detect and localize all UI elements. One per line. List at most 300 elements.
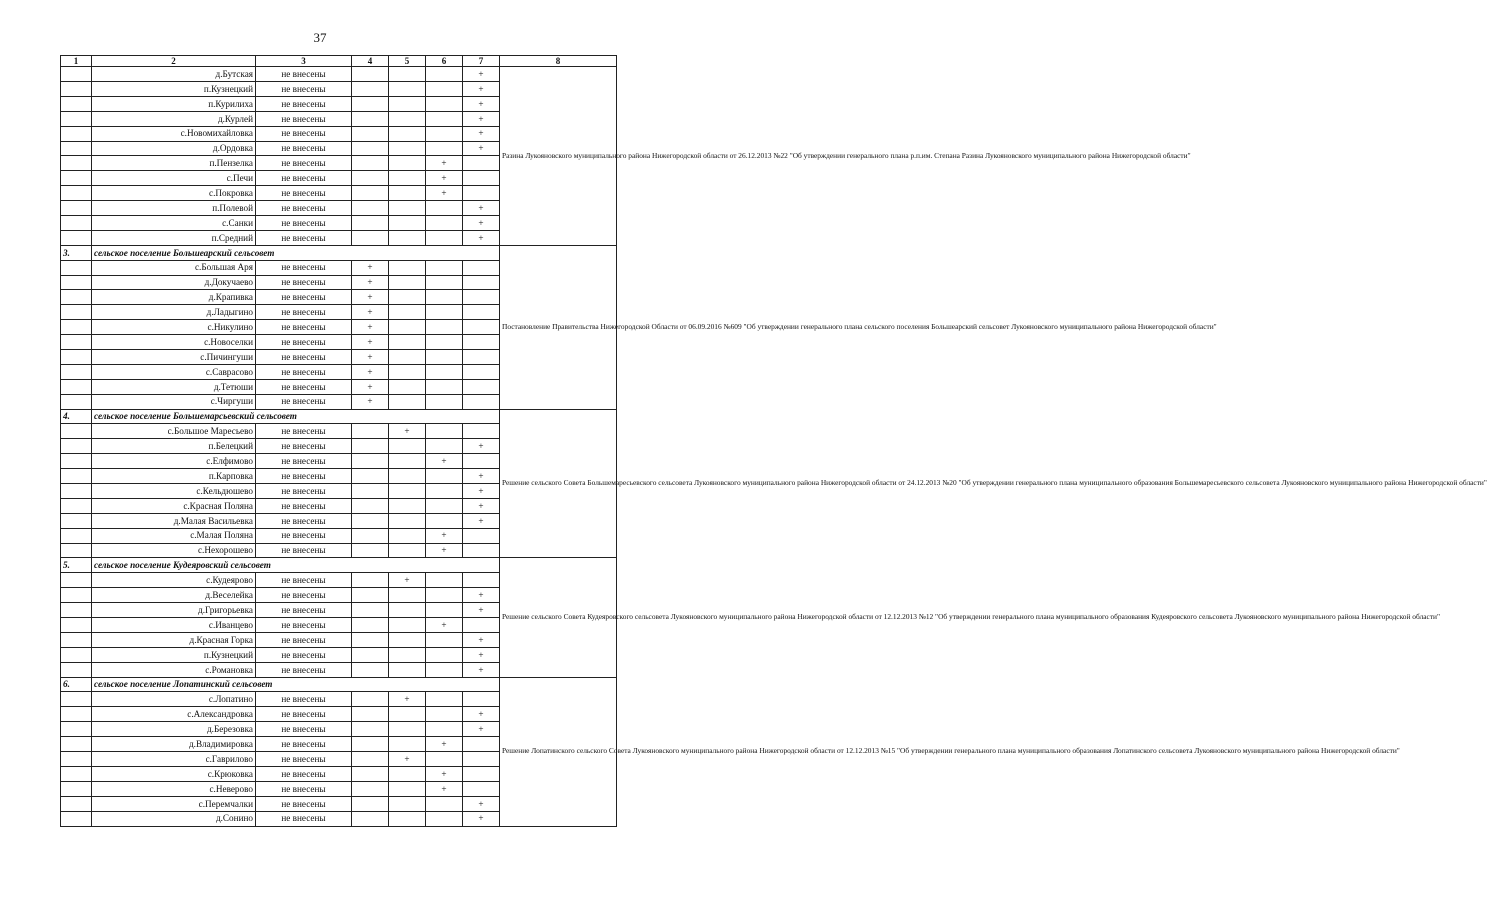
approval-document: Постановление Правительства Нижегородской Области от 06.09.2016 №609 "Об утверждении генерального плана сельского поселения Большеарский сельсовет Лукояновского муниципального района Нижегородской области" bbox=[500, 245, 617, 409]
row-number-cell bbox=[61, 603, 92, 618]
row-number-cell bbox=[61, 796, 92, 811]
mark-c6 bbox=[426, 811, 463, 826]
settlement-name: д.Ладыгино bbox=[92, 305, 256, 320]
mark-c5 bbox=[389, 320, 426, 335]
mark-c4 bbox=[352, 588, 389, 603]
mark-c4: + bbox=[352, 379, 389, 394]
mark-c6 bbox=[426, 722, 463, 737]
mark-c5 bbox=[389, 364, 426, 379]
settlement-name: д.Красная Горка bbox=[92, 632, 256, 647]
mark-c5 bbox=[389, 171, 426, 186]
mark-c7 bbox=[463, 290, 500, 305]
mark-c5 bbox=[389, 230, 426, 245]
settlement-name: д.Веселейка bbox=[92, 588, 256, 603]
settlement-name: с.Красная Поляна bbox=[92, 498, 256, 513]
mark-c6: + bbox=[426, 156, 463, 171]
changes-status: не внесены bbox=[256, 573, 352, 588]
row-number-cell bbox=[61, 156, 92, 171]
mark-c6 bbox=[426, 350, 463, 365]
changes-status: не внесены bbox=[256, 111, 352, 126]
row-number-cell bbox=[61, 543, 92, 558]
mark-c7 bbox=[463, 394, 500, 409]
changes-status: не внесены bbox=[256, 737, 352, 752]
mark-c4 bbox=[352, 752, 389, 767]
settlement-name: с.Большое Маресьево bbox=[92, 424, 256, 439]
mark-c5 bbox=[389, 156, 426, 171]
settlement-name: с.Романовка bbox=[92, 662, 256, 677]
mark-c7: + bbox=[463, 67, 500, 82]
settlement-name: с.Большая Аря bbox=[92, 260, 256, 275]
changes-status: не внесены bbox=[256, 171, 352, 186]
mark-c5 bbox=[389, 766, 426, 781]
row-number-cell bbox=[61, 752, 92, 767]
settlement-name: с.Пичингуши bbox=[92, 350, 256, 365]
row-number-cell bbox=[61, 484, 92, 499]
mark-c7: + bbox=[463, 96, 500, 111]
changes-status: не внесены bbox=[256, 811, 352, 826]
mark-c6: + bbox=[426, 781, 463, 796]
table-row bbox=[61, 67, 617, 82]
mark-c4 bbox=[352, 781, 389, 796]
mark-c4 bbox=[352, 67, 389, 82]
settlement-name: д.Бутская bbox=[92, 67, 256, 82]
mark-c6 bbox=[426, 513, 463, 528]
settlement-name: с.Покровка bbox=[92, 186, 256, 201]
settlement-name: с.Лопатино bbox=[92, 692, 256, 707]
mark-c4 bbox=[352, 439, 389, 454]
mark-c4 bbox=[352, 722, 389, 737]
settlement-name: с.Санки bbox=[92, 215, 256, 230]
settlement-name: п.Пензелка bbox=[92, 156, 256, 171]
mark-c4 bbox=[352, 96, 389, 111]
mark-c4: + bbox=[352, 320, 389, 335]
mark-c4 bbox=[352, 707, 389, 722]
header-cell: 7 bbox=[463, 56, 500, 67]
changes-status: не внесены bbox=[256, 439, 352, 454]
header-cell: 2 bbox=[92, 56, 256, 67]
mark-c4: + bbox=[352, 290, 389, 305]
mark-c7: + bbox=[463, 439, 500, 454]
row-number-cell bbox=[61, 96, 92, 111]
mark-c4 bbox=[352, 141, 389, 156]
row-number-cell bbox=[61, 126, 92, 141]
mark-c6 bbox=[426, 588, 463, 603]
mark-c7 bbox=[463, 260, 500, 275]
changes-status: не внесены bbox=[256, 290, 352, 305]
mark-c6 bbox=[426, 111, 463, 126]
changes-status: не внесены bbox=[256, 722, 352, 737]
header-cell: 8 bbox=[500, 56, 617, 67]
mark-c4: + bbox=[352, 260, 389, 275]
mark-c6 bbox=[426, 603, 463, 618]
changes-status: не внесены bbox=[256, 618, 352, 633]
mark-c6 bbox=[426, 126, 463, 141]
mark-c5 bbox=[389, 543, 426, 558]
changes-status: не внесены bbox=[256, 320, 352, 335]
row-number-cell bbox=[61, 111, 92, 126]
row-number-cell bbox=[61, 67, 92, 82]
row-number-cell bbox=[61, 573, 92, 588]
settlement-name: п.Средний bbox=[92, 230, 256, 245]
settlement-name: с.Саврасово bbox=[92, 364, 256, 379]
row-number-cell bbox=[61, 81, 92, 96]
mark-c5 bbox=[389, 335, 426, 350]
mark-c6 bbox=[426, 81, 463, 96]
mark-c5 bbox=[389, 781, 426, 796]
mark-c4 bbox=[352, 469, 389, 484]
settlement-name: с.Никулино bbox=[92, 320, 256, 335]
section-number: 4. bbox=[61, 409, 92, 424]
section-title: сельское поселение Большеарский сельсовет bbox=[92, 245, 500, 260]
mark-c6 bbox=[426, 260, 463, 275]
mark-c7 bbox=[463, 171, 500, 186]
approval-document: Решение сельского Совета Большемаресьевского сельсовета Лукояновского муниципального района Нижегородской области от 24.12.2013 №20 "Об утверждении генерального плана муниципального образования Большемаресьевского сельсовета Лукояновского муниципального района Нижегородской области" bbox=[500, 409, 617, 558]
mark-c6 bbox=[426, 692, 463, 707]
changes-status: не внесены bbox=[256, 692, 352, 707]
changes-status: не внесены bbox=[256, 424, 352, 439]
row-number-cell bbox=[61, 394, 92, 409]
settlement-name: д.Малая Васильевка bbox=[92, 513, 256, 528]
mark-c4 bbox=[352, 424, 389, 439]
mark-c7: + bbox=[463, 513, 500, 528]
mark-c4 bbox=[352, 811, 389, 826]
changes-status: не внесены bbox=[256, 260, 352, 275]
mark-c6: + bbox=[426, 186, 463, 201]
mark-c4 bbox=[352, 618, 389, 633]
mark-c4 bbox=[352, 201, 389, 216]
mark-c5 bbox=[389, 275, 426, 290]
settlement-name: д.Григорьевка bbox=[92, 603, 256, 618]
mark-c7: + bbox=[463, 141, 500, 156]
row-number-cell bbox=[61, 290, 92, 305]
mark-c7: + bbox=[463, 662, 500, 677]
settlements-table bbox=[60, 55, 1487, 827]
mark-c4 bbox=[352, 81, 389, 96]
mark-c5 bbox=[389, 394, 426, 409]
mark-c5 bbox=[389, 201, 426, 216]
mark-c7 bbox=[463, 350, 500, 365]
mark-c5 bbox=[389, 588, 426, 603]
mark-c5 bbox=[389, 186, 426, 201]
mark-c6 bbox=[426, 364, 463, 379]
mark-c5 bbox=[389, 96, 426, 111]
mark-c5 bbox=[389, 662, 426, 677]
settlement-name: с.Неверово bbox=[92, 781, 256, 796]
row-number-cell bbox=[61, 766, 92, 781]
row-number-cell bbox=[61, 513, 92, 528]
section-number: 5. bbox=[61, 558, 92, 573]
mark-c5 bbox=[389, 498, 426, 513]
header-cell: 5 bbox=[389, 56, 426, 67]
row-number-cell bbox=[61, 215, 92, 230]
mark-c7: + bbox=[463, 81, 500, 96]
settlement-name: с.Перемчалки bbox=[92, 796, 256, 811]
mark-c5 bbox=[389, 350, 426, 365]
mark-c4 bbox=[352, 692, 389, 707]
changes-status: не внесены bbox=[256, 96, 352, 111]
section-title: сельское поселение Лопатинский сельсовет bbox=[92, 677, 500, 692]
mark-c7: + bbox=[463, 796, 500, 811]
mark-c4: + bbox=[352, 335, 389, 350]
section-row bbox=[61, 409, 617, 424]
mark-c6 bbox=[426, 335, 463, 350]
mark-c6 bbox=[426, 469, 463, 484]
settlement-name: с.Крюковка bbox=[92, 766, 256, 781]
header-cell: 1 bbox=[61, 56, 92, 67]
settlement-name: д.Березовка bbox=[92, 722, 256, 737]
mark-c5 bbox=[389, 469, 426, 484]
mark-c6 bbox=[426, 439, 463, 454]
mark-c6: + bbox=[426, 543, 463, 558]
row-number-cell bbox=[61, 424, 92, 439]
mark-c5 bbox=[389, 513, 426, 528]
row-number-cell bbox=[61, 141, 92, 156]
changes-status: не внесены bbox=[256, 647, 352, 662]
approval-document: Решение Лопатинского сельского Совета Лукояновского муниципального района Нижегородской области от 12.12.2013 №15 "Об утверждении генерального плана муниципального образования Лопатинского сельсовета Лукояновского муниципального района Нижегородской области" bbox=[500, 677, 617, 826]
settlement-name: п.Кузнецкий bbox=[92, 647, 256, 662]
section-row bbox=[61, 558, 617, 573]
changes-status: не внесены bbox=[256, 632, 352, 647]
row-number-cell bbox=[61, 171, 92, 186]
row-number-cell bbox=[61, 186, 92, 201]
mark-c7: + bbox=[463, 603, 500, 618]
settlement-name: с.Иванцево bbox=[92, 618, 256, 633]
row-number-cell bbox=[61, 454, 92, 469]
settlement-name: д.Крапивка bbox=[92, 290, 256, 305]
mark-c6 bbox=[426, 632, 463, 647]
mark-c6: + bbox=[426, 737, 463, 752]
mark-c5 bbox=[389, 439, 426, 454]
mark-c6 bbox=[426, 230, 463, 245]
row-number-cell bbox=[61, 632, 92, 647]
mark-c5 bbox=[389, 305, 426, 320]
mark-c7: + bbox=[463, 484, 500, 499]
mark-c4 bbox=[352, 111, 389, 126]
mark-c7 bbox=[463, 618, 500, 633]
mark-c7 bbox=[463, 737, 500, 752]
mark-c7: + bbox=[463, 111, 500, 126]
mark-c6 bbox=[426, 647, 463, 662]
mark-c4 bbox=[352, 647, 389, 662]
page-number: 37 bbox=[313, 30, 327, 45]
header-cell: 6 bbox=[426, 56, 463, 67]
mark-c6 bbox=[426, 484, 463, 499]
mark-c5: + bbox=[389, 573, 426, 588]
mark-c4 bbox=[352, 126, 389, 141]
section-title: сельское поселение Кудеяровский сельсовет bbox=[92, 558, 500, 573]
mark-c7: + bbox=[463, 811, 500, 826]
mark-c5 bbox=[389, 632, 426, 647]
changes-status: не внесены bbox=[256, 513, 352, 528]
mark-c5: + bbox=[389, 692, 426, 707]
mark-c6: + bbox=[426, 618, 463, 633]
mark-c7: + bbox=[463, 201, 500, 216]
mark-c4 bbox=[352, 186, 389, 201]
mark-c5 bbox=[389, 618, 426, 633]
settlement-name: д.Ордовка bbox=[92, 141, 256, 156]
mark-c6 bbox=[426, 201, 463, 216]
settlement-name: п.Белецкий bbox=[92, 439, 256, 454]
mark-c7: + bbox=[463, 126, 500, 141]
row-number-cell bbox=[61, 707, 92, 722]
mark-c5 bbox=[389, 126, 426, 141]
row-number-cell bbox=[61, 469, 92, 484]
row-number-cell bbox=[61, 528, 92, 543]
mark-c4 bbox=[352, 215, 389, 230]
settlement-name: п.Кузнецкий bbox=[92, 81, 256, 96]
changes-status: не внесены bbox=[256, 603, 352, 618]
changes-status: не внесены bbox=[256, 469, 352, 484]
mark-c5: + bbox=[389, 424, 426, 439]
mark-c7 bbox=[463, 156, 500, 171]
changes-status: не внесены bbox=[256, 766, 352, 781]
row-number-cell bbox=[61, 379, 92, 394]
mark-c7 bbox=[463, 692, 500, 707]
mark-c6 bbox=[426, 707, 463, 722]
mark-c7 bbox=[463, 766, 500, 781]
header-cell: 4 bbox=[352, 56, 389, 67]
settlement-name: д.Тетюши bbox=[92, 379, 256, 394]
settlement-name: д.Докучаево bbox=[92, 275, 256, 290]
approval-document: Решение сельского Совета Кудеяровского сельсовета Лукояновского муниципального района Нижегородской области от 12.12.2013 №12 "Об утверждении генерального плана муниципального образования Кудеяровского сельсовета Лукояновского муниципального района Нижегородской области" bbox=[500, 558, 617, 677]
mark-c6 bbox=[426, 141, 463, 156]
mark-c4: + bbox=[352, 364, 389, 379]
mark-c7: + bbox=[463, 230, 500, 245]
changes-status: не внесены bbox=[256, 141, 352, 156]
settlement-name: с.Чиргуши bbox=[92, 394, 256, 409]
changes-status: не внесены bbox=[256, 275, 352, 290]
changes-status: не внесены bbox=[256, 67, 352, 82]
changes-status: не внесены bbox=[256, 186, 352, 201]
mark-c5 bbox=[389, 722, 426, 737]
mark-c7 bbox=[463, 543, 500, 558]
changes-status: не внесены bbox=[256, 126, 352, 141]
mark-c4 bbox=[352, 484, 389, 499]
mark-c4: + bbox=[352, 394, 389, 409]
row-number-cell bbox=[61, 230, 92, 245]
mark-c5: + bbox=[389, 752, 426, 767]
changes-status: не внесены bbox=[256, 454, 352, 469]
mark-c7 bbox=[463, 320, 500, 335]
mark-c5 bbox=[389, 528, 426, 543]
mark-c6 bbox=[426, 320, 463, 335]
mark-c7: + bbox=[463, 215, 500, 230]
row-number-cell bbox=[61, 350, 92, 365]
settlement-name: с.Александровка bbox=[92, 707, 256, 722]
settlement-name: с.Нехорошево bbox=[92, 543, 256, 558]
mark-c7 bbox=[463, 424, 500, 439]
row-number-cell bbox=[61, 439, 92, 454]
settlement-name: с.Кельдюшево bbox=[92, 484, 256, 499]
header-row bbox=[61, 56, 617, 67]
mark-c5 bbox=[389, 603, 426, 618]
mark-c5 bbox=[389, 707, 426, 722]
changes-status: не внесены bbox=[256, 215, 352, 230]
mark-c5 bbox=[389, 379, 426, 394]
mark-c6 bbox=[426, 67, 463, 82]
mark-c5 bbox=[389, 111, 426, 126]
changes-status: не внесены bbox=[256, 394, 352, 409]
mark-c7 bbox=[463, 305, 500, 320]
changes-status: не внесены bbox=[256, 305, 352, 320]
mark-c6 bbox=[426, 275, 463, 290]
mark-c4 bbox=[352, 603, 389, 618]
row-number-cell bbox=[61, 320, 92, 335]
mark-c5 bbox=[389, 215, 426, 230]
mark-c5 bbox=[389, 796, 426, 811]
mark-c4 bbox=[352, 573, 389, 588]
mark-c4 bbox=[352, 662, 389, 677]
mark-c7 bbox=[463, 364, 500, 379]
mark-c6 bbox=[426, 379, 463, 394]
section-row bbox=[61, 245, 617, 260]
mark-c7 bbox=[463, 781, 500, 796]
changes-status: не внесены bbox=[256, 156, 352, 171]
mark-c4: + bbox=[352, 305, 389, 320]
mark-c7: + bbox=[463, 498, 500, 513]
mark-c7 bbox=[463, 573, 500, 588]
mark-c4 bbox=[352, 528, 389, 543]
changes-status: не внесены bbox=[256, 350, 352, 365]
header-cell: 3 bbox=[256, 56, 352, 67]
mark-c7 bbox=[463, 454, 500, 469]
mark-c6 bbox=[426, 662, 463, 677]
row-number-cell bbox=[61, 781, 92, 796]
mark-c6: + bbox=[426, 454, 463, 469]
mark-c6 bbox=[426, 424, 463, 439]
section-title: сельское поселение Большемарсьевский сельсовет bbox=[92, 409, 500, 424]
changes-status: не внесены bbox=[256, 230, 352, 245]
row-number-cell bbox=[61, 364, 92, 379]
changes-status: не внесены bbox=[256, 662, 352, 677]
mark-c6 bbox=[426, 96, 463, 111]
row-number-cell bbox=[61, 498, 92, 513]
changes-status: не внесены bbox=[256, 201, 352, 216]
mark-c4 bbox=[352, 543, 389, 558]
mark-c6: + bbox=[426, 766, 463, 781]
mark-c7: + bbox=[463, 722, 500, 737]
row-number-cell bbox=[61, 260, 92, 275]
mark-c5 bbox=[389, 141, 426, 156]
mark-c6 bbox=[426, 305, 463, 320]
mark-c7: + bbox=[463, 469, 500, 484]
mark-c4 bbox=[352, 766, 389, 781]
mark-c5 bbox=[389, 737, 426, 752]
mark-c5 bbox=[389, 484, 426, 499]
settlement-name: с.Кудеярово bbox=[92, 573, 256, 588]
mark-c6 bbox=[426, 573, 463, 588]
mark-c5 bbox=[389, 290, 426, 305]
mark-c4 bbox=[352, 454, 389, 469]
mark-c4 bbox=[352, 796, 389, 811]
settlement-name: с.Печи bbox=[92, 171, 256, 186]
row-number-cell bbox=[61, 335, 92, 350]
mark-c7 bbox=[463, 275, 500, 290]
mark-c7 bbox=[463, 528, 500, 543]
changes-status: не внесены bbox=[256, 498, 352, 513]
mark-c6: + bbox=[426, 528, 463, 543]
changes-status: не внесены bbox=[256, 528, 352, 543]
mark-c7: + bbox=[463, 588, 500, 603]
settlement-name: с.Малая Поляна bbox=[92, 528, 256, 543]
mark-c6 bbox=[426, 290, 463, 305]
changes-status: не внесены bbox=[256, 781, 352, 796]
mark-c4 bbox=[352, 632, 389, 647]
row-number-cell bbox=[61, 737, 92, 752]
mark-c7: + bbox=[463, 707, 500, 722]
mark-c4 bbox=[352, 737, 389, 752]
settlement-name: с.Новомихайловка bbox=[92, 126, 256, 141]
